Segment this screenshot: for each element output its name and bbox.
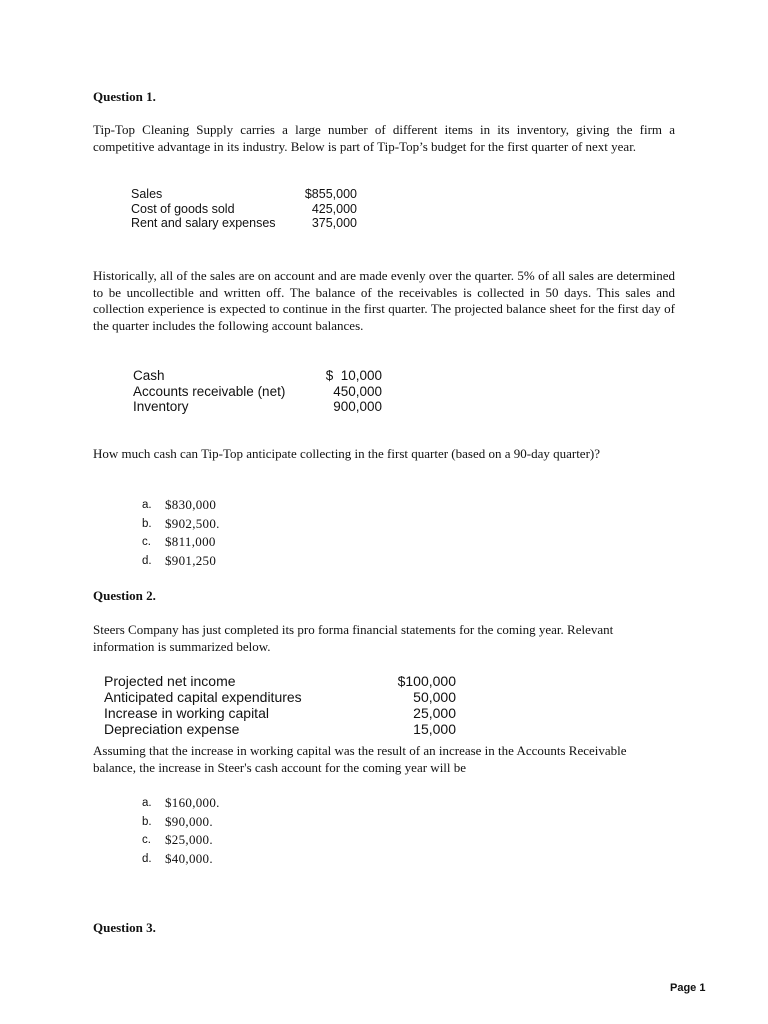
projection-value: 50,000 [413,689,456,705]
projection-value: 25,000 [413,705,456,721]
projection-label: Anticipated capital expenditures [104,689,302,705]
projection-row-net-income [104,673,456,689]
budget-value: 425,000 [311,201,357,216]
option-c[interactable] [142,831,342,850]
option-text: $40,000. [165,850,213,866]
projection-value: 15,000 [413,721,456,737]
question-1-intro: Tip-Top Cleaning Supply carries a large number of different items in its inventory, giving the firm a competitive advantage in its industry. Below is part of Tip-Top’s budget for the first quarter of next year. [93,122,675,154]
option-letter: b. [142,815,152,828]
option-letter: d. [142,554,152,567]
budget-value: $855,000 [304,187,357,201]
budget-row-cogs [131,202,361,217]
budget-table [131,187,361,231]
projection-value: $100,000 [397,673,456,689]
option-c[interactable] [142,533,342,552]
question-1-options [142,496,342,570]
option-text: $830,000 [165,497,217,512]
projection-label: Projected net income [104,673,236,689]
option-text: $160,000. [165,795,220,810]
question-2-options [142,794,342,868]
option-b[interactable] [142,515,342,534]
option-a[interactable] [142,496,342,515]
option-text: $902,500. [165,515,220,531]
projection-label: Depreciation expense [104,721,240,737]
option-d[interactable] [142,552,342,571]
balance-table [133,368,385,415]
option-text: $901,250 [165,552,217,568]
balance-value: 900,000 [333,399,382,414]
option-letter: a. [142,499,152,511]
projection-row-working-capital [104,705,456,721]
option-a[interactable] [142,794,342,813]
budget-value: 375,000 [311,216,357,230]
balance-label: Accounts receivable (net) [133,383,286,399]
projection-row-depreciation [104,721,456,737]
option-letter: b. [142,517,152,530]
question-2-heading: Question 2. [93,588,156,603]
option-text: $811,000 [165,534,216,549]
question-2-intro: Steers Company has just completed its pro forma financial statements for the coming year. Relevant information is summarized below. [93,622,614,654]
option-letter: c. [142,536,151,548]
question-1-history: Historically, all of the sales are on account and are made evenly over the quarter. 5% of all sales are determined to be uncollectible and written off. The balance of the receivables is collected in 50 days. This sales and collection experience is expected to continue in the first quarter. The projected balance sheet for the first day of the quarter includes the following account balances. [93,268,675,333]
projection-row-capex [104,689,456,705]
budget-label: Cost of goods sold [131,201,235,216]
balance-row-cash [133,368,385,384]
option-letter: d. [142,852,152,865]
balance-value: 450,000 [333,383,382,399]
option-letter: c. [142,834,151,846]
balance-label: Inventory [133,399,189,414]
budget-label: Sales [131,187,163,201]
question-3-heading: Question 3. [93,920,156,935]
budget-label: Rent and salary expenses [131,216,276,230]
page-number: Page 1 [670,982,706,994]
balance-value: $ 10,000 [325,368,382,383]
balance-label: Cash [133,368,165,383]
option-text: $90,000. [165,813,213,829]
budget-row-sales [131,187,361,202]
option-letter: a. [142,797,152,809]
option-text: $25,000. [165,832,213,847]
balance-row-receivables [133,384,385,400]
balance-row-inventory [133,399,385,415]
option-b[interactable] [142,813,342,832]
question-1-prompt: How much cash can Tip-Top anticipate collecting in the first quarter (based on a 90-day quarter)? [93,446,601,461]
projection-table [104,673,456,737]
question-2-prompt: Assuming that the increase in working capital was the result of an increase in the Accounts Receivable balance, the increase in Steer's cash account for the coming year will be [93,743,627,775]
projection-label: Increase in working capital [104,705,269,721]
budget-row-rent-salary [131,216,361,231]
question-1-heading: Question 1. [93,89,156,104]
option-d[interactable] [142,850,342,869]
